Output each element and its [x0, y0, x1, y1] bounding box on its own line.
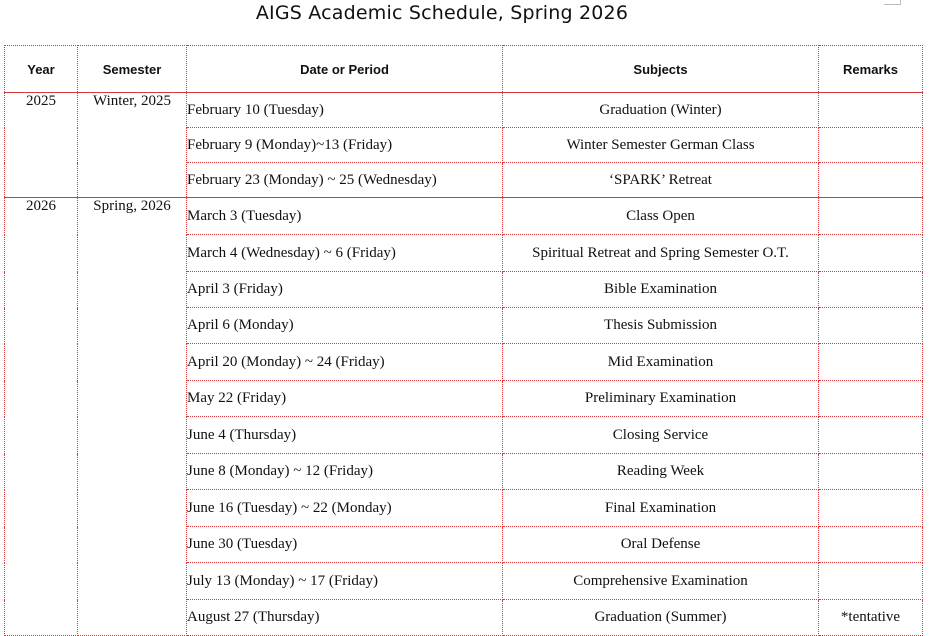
remarks-cell — [819, 381, 923, 417]
remarks-cell — [819, 235, 923, 272]
semester-cell: Spring, 2026 — [78, 198, 187, 636]
page-corner-mark — [884, 4, 900, 5]
subject-cell: Winter Semester German Class — [503, 128, 819, 163]
header-year: Year — [5, 46, 78, 93]
date-cell: April 6 (Monday) — [187, 308, 503, 344]
remarks-cell: *tentative — [819, 600, 923, 636]
date-cell: June 8 (Monday) ~ 12 (Friday) — [187, 454, 503, 490]
header-date: Date or Period — [187, 46, 503, 93]
subject-cell: Oral Defense — [503, 527, 819, 563]
table-row — [5, 93, 923, 128]
semester-cell: Winter, 2025 — [78, 93, 187, 198]
date-cell: March 3 (Tuesday) — [187, 198, 503, 235]
remarks-cell — [819, 163, 923, 198]
subject-cell: Reading Week — [503, 454, 819, 490]
subject-cell: Spiritual Retreat and Spring Semester O.T. — [503, 235, 819, 272]
subject-cell: Class Open — [503, 198, 819, 235]
header-remarks: Remarks — [819, 46, 923, 93]
table-row — [5, 198, 923, 235]
remarks-cell — [819, 128, 923, 163]
header-row — [5, 46, 923, 93]
subject-cell: Graduation (Winter) — [503, 93, 819, 128]
subject-cell: Graduation (Summer) — [503, 600, 819, 636]
date-cell: August 27 (Thursday) — [187, 600, 503, 636]
year-cell: 2025 — [5, 93, 78, 198]
year-cell: 2026 — [5, 198, 78, 636]
remarks-cell — [819, 198, 923, 235]
date-cell: February 23 (Monday) ~ 25 (Wednesday) — [187, 163, 503, 198]
date-cell: April 20 (Monday) ~ 24 (Friday) — [187, 344, 503, 381]
date-cell: February 9 (Monday)~13 (Friday) — [187, 128, 503, 163]
subject-cell: Comprehensive Examination — [503, 563, 819, 600]
page-corner-mark-vertical — [900, 0, 901, 5]
document-title: AIGS Academic Schedule, Spring 2026 — [255, 2, 629, 24]
date-cell: July 13 (Monday) ~ 17 (Friday) — [187, 563, 503, 600]
schedule-table — [4, 45, 923, 636]
date-cell: June 30 (Tuesday) — [187, 527, 503, 563]
subject-cell: Bible Examination — [503, 272, 819, 308]
header-subjects: Subjects — [503, 46, 819, 93]
date-cell: April 3 (Friday) — [187, 272, 503, 308]
date-cell: March 4 (Wednesday) ~ 6 (Friday) — [187, 235, 503, 272]
date-cell: May 22 (Friday) — [187, 381, 503, 417]
remarks-cell — [819, 563, 923, 600]
remarks-cell — [819, 93, 923, 128]
subject-cell: Mid Examination — [503, 344, 819, 381]
date-cell: June 16 (Tuesday) ~ 22 (Monday) — [187, 490, 503, 527]
subject-cell: Preliminary Examination — [503, 381, 819, 417]
remarks-cell — [819, 308, 923, 344]
header-semester: Semester — [78, 46, 187, 93]
subject-cell: Closing Service — [503, 417, 819, 454]
remarks-cell — [819, 272, 923, 308]
remarks-cell — [819, 454, 923, 490]
remarks-cell — [819, 417, 923, 454]
remarks-cell — [819, 490, 923, 527]
subject-cell: ‘SPARK’ Retreat — [503, 163, 819, 198]
schedule-body — [5, 93, 923, 636]
subject-cell: Final Examination — [503, 490, 819, 527]
date-cell: February 10 (Tuesday) — [187, 93, 503, 128]
remarks-cell — [819, 527, 923, 563]
date-cell: June 4 (Thursday) — [187, 417, 503, 454]
remarks-cell — [819, 344, 923, 381]
subject-cell: Thesis Submission — [503, 308, 819, 344]
